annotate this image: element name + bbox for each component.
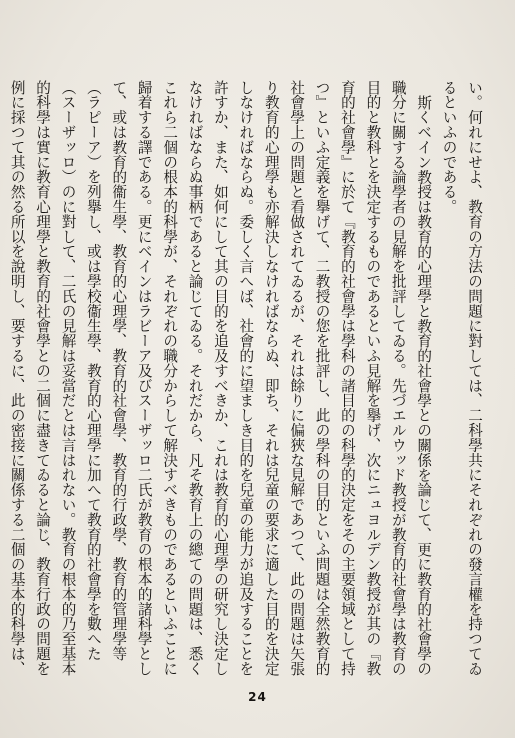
page-number: 24 [248,690,267,704]
body-text [8,80,487,680]
paragraph-2: 斯くベイン教授は教育的心理學と教育的社會學との關係を論じて、更に教育的社會學の職分に關する論學者の見解を批評してゐる。先づエルウッド教授が教育的社會學は教育の目的と教科とを決定するものであるといふ見解を擧げ、次にニュヨルデン教授が其の『教育的社會學』に於て『教育的社會學は學科の諸目的の科學的決定をその主要領域として持つ』といふ定義を擧げて、二教授の您を批評し、此の學科の目的といふ問題は全然教育的社會學上の問題と看做されてゐるが、それは餘りに偏狹な見解であつて、此の問題は矢張り教育的心理學も亦解決しなければならぬ、即ち、それは兒童の要求に適した目的を決定しなければならぬ。委しく言へば、社會的に望ましき目的を兒童の能力が追及することを許すか、また、如何にして其の目的を追及すべきか、これは教育的心理學の研究し決定しなければならぬ事柄であると論じてゐる。それだから、凡そ教育上の總ての問題は、悉くこれら二個の根本的科學が、それぞれの職分からして解決すべきものであるといふことに歸着する譯である。更にベインはラビーア及びスーザッロ二氏が教育の根本的諸科學として、或は教育的衞生學、教育的心理學、教育的社會學、教育的行政學、教育的管理學等（ラピーア）を列擧し、或は學校衞生學、教育的心理學に加へて教育的社會學を數へた（スーザッロ）のに對して、二氏の見解は妥當だとは言はれない。教育の根本的乃至基本的科學は實に教育心理學と教育的社會學との二個に盡きてゐると論じ、教育行政の問題を例に採つて其の然る所以を說明し、要するに、此の密接に關係する二個の基本的科學は、 [8,80,433,676]
paragraph-1: い。何れにせよ、教育の方法の問題に對しては、二科學共にそれぞれの發言權を持つてゐるといふのである。 [440,80,483,676]
